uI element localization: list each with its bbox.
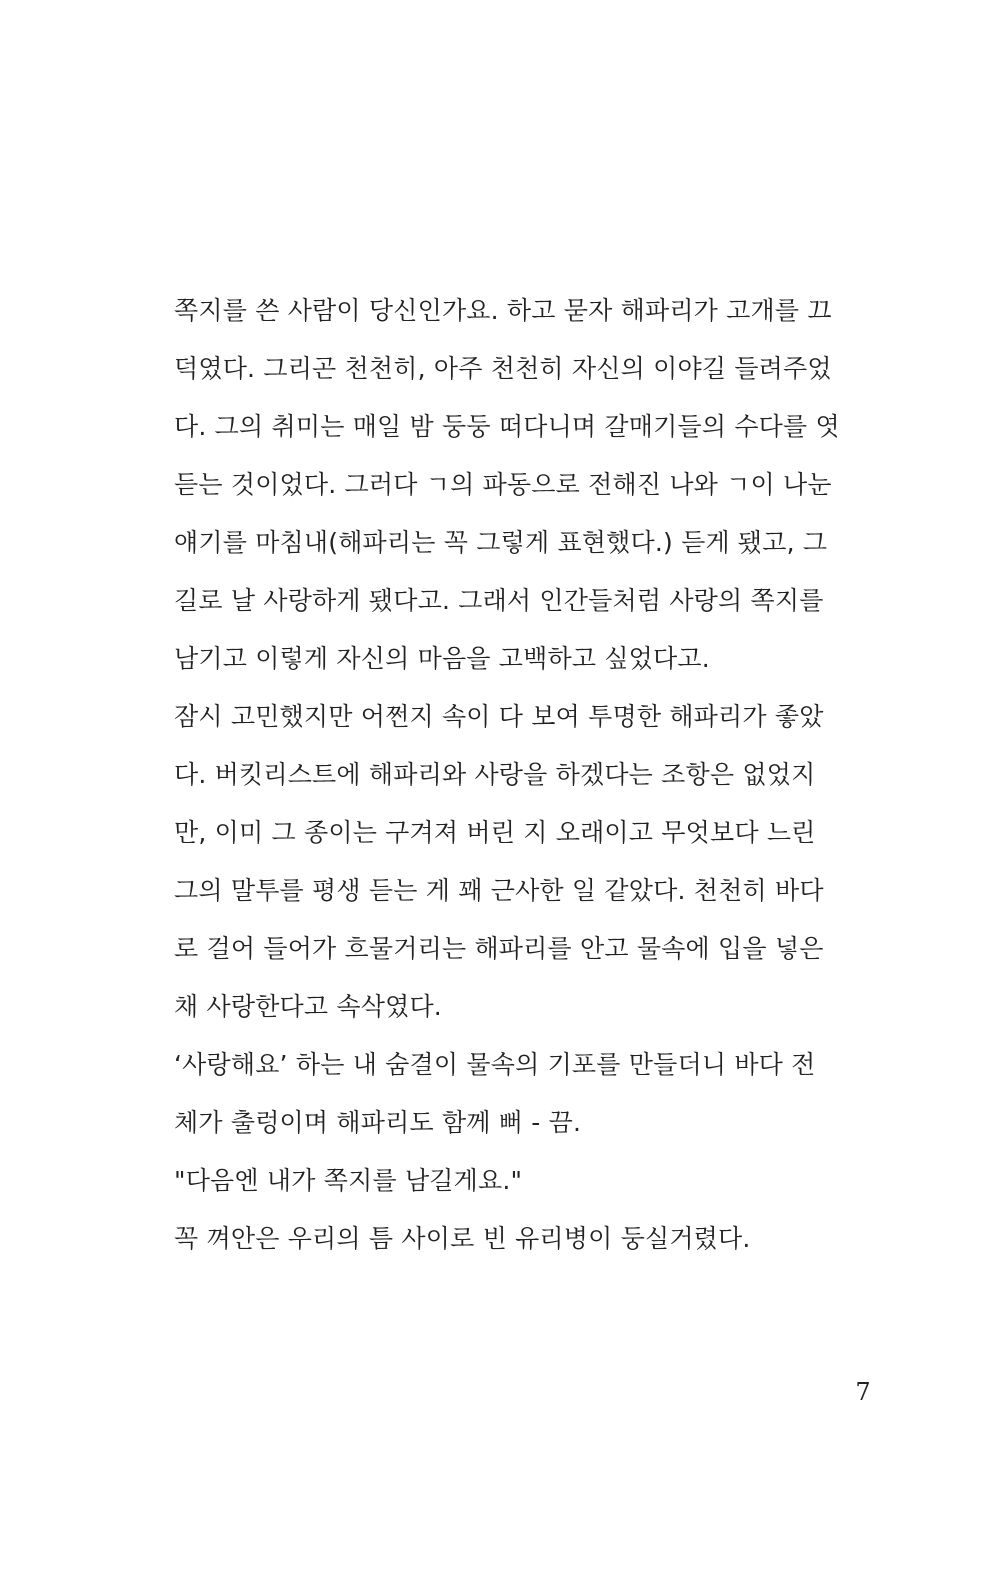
text-line: 덕였다. 그리곤 천천히, 아주 천천히 자신의 이야길 들려주었 [174, 354, 832, 383]
body-text [174, 282, 844, 1268]
text-line: 길로 날 사랑하게 됐다고. 그래서 인간들처럼 사랑의 쪽지를 [174, 586, 824, 615]
text-line: ‘사랑해요’ 하는 내 숨결이 물속의 기포를 만들더니 바다 전 [174, 1050, 816, 1079]
text-line: 듣는 것이었다. 그러다 ㄱ의 파동으로 전해진 나와 ㄱ이 나눈 [174, 470, 832, 499]
text-line: 쪽지를 쓴 사람이 당신인가요. 하고 묻자 해파리가 고개를 끄 [174, 296, 832, 325]
text-line: 채 사랑한다고 속삭였다. [174, 992, 442, 1021]
text-line: 다. 버킷리스트에 해파리와 사랑을 하겠다는 조항은 없었지 [174, 760, 816, 789]
text-line: 체가 출렁이며 해파리도 함께 뻐 - 끔. [174, 1108, 582, 1137]
text-line: 로 걸어 들어가 흐물거리는 해파리를 안고 물속에 입을 넣은 [174, 934, 824, 963]
text-line: 다. 그의 취미는 매일 밤 둥둥 떠다니며 갈매기들의 수다를 엿 [174, 412, 840, 441]
text-line: 꼭 껴안은 우리의 틈 사이로 빈 유리병이 둥실거렸다. [174, 1224, 751, 1253]
text-line: 만, 이미 그 종이는 구겨져 버린 지 오래이고 무엇보다 느린 [174, 818, 816, 847]
text-line: "다음엔 내가 쪽지를 남길게요." [174, 1166, 523, 1195]
text-line: 그의 말투를 평생 듣는 게 꽤 근사한 일 같았다. 천천히 바다 [174, 876, 824, 905]
text-line: 잠시 고민했지만 어쩐지 속이 다 보여 투명한 해파리가 좋았 [174, 702, 824, 731]
text-line: 남기고 이렇게 자신의 마음을 고백하고 싶었다고. [174, 644, 710, 673]
page-number: 7 [855, 1378, 871, 1406]
text-line: 얘기를 마침내(해파리는 꼭 그렇게 표현했다.) 듣게 됐고, 그 [174, 528, 828, 557]
